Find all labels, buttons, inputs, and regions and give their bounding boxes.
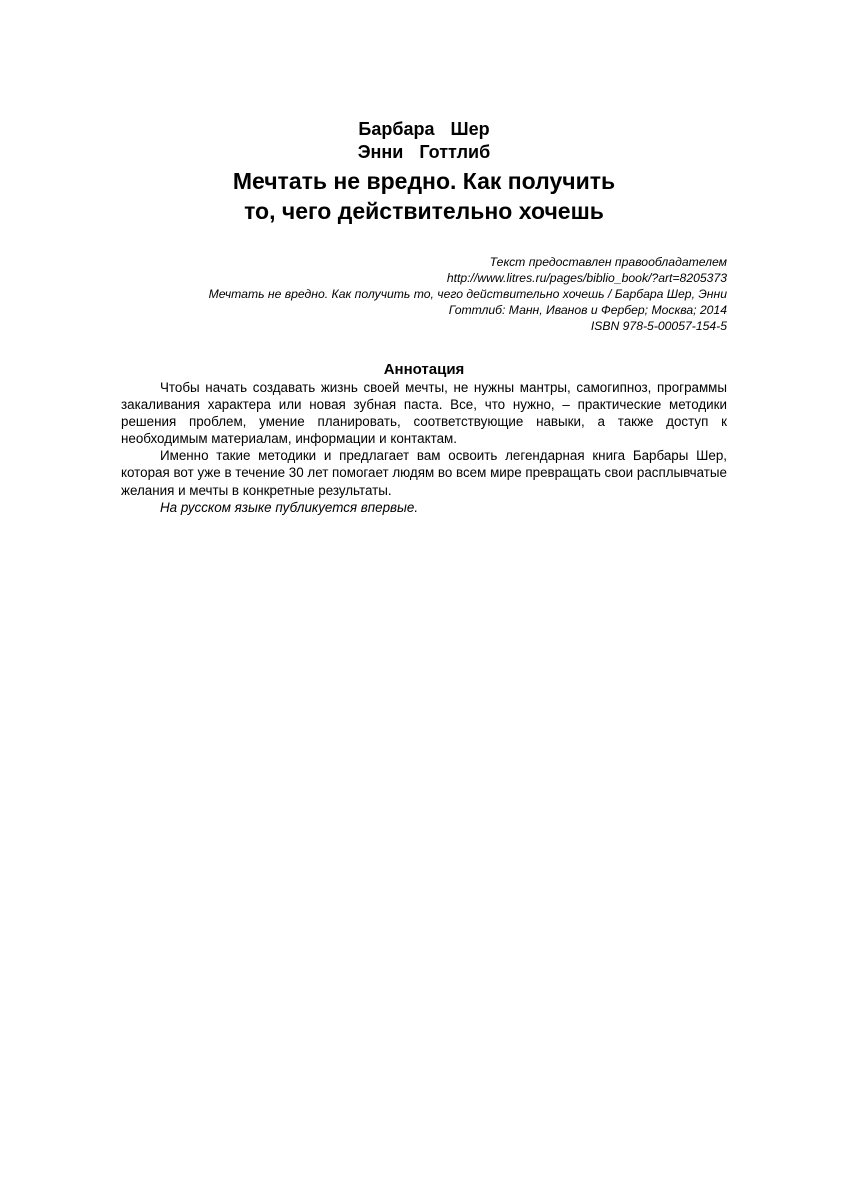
meta-rights-holder: Текст предоставлен правообладателем: [489, 255, 727, 269]
book-title-line-2: то, чего действительно хочешь: [244, 198, 604, 224]
meta-citation-line-1: Мечтать не вредно. Как получить то, чего действительно хочешь / Барбара Шер, Энни: [208, 287, 727, 301]
meta-source-url: http://www.litres.ru/pages/biblio_book/?art=8205373: [446, 271, 727, 285]
annotation-paragraph-2: Именно такие методики и предлагает вам освоить легендарная книга Барбары Шер, которая вот уже в течение 30 лет помогает людям во всем мире превращать свои расплывчатые желания и мечты в конкретные результаты.: [121, 448, 727, 498]
book-title: [121, 166, 727, 226]
annotation-heading: Аннотация: [383, 361, 465, 378]
publication-meta: [121, 254, 727, 334]
document-page: [121, 118, 727, 516]
annotation-body: [121, 379, 727, 516]
book-title-line-1: Мечтать не вредно. Как получить: [232, 168, 616, 194]
author-1: Барбара Шер: [358, 119, 490, 139]
annotation-paragraph-3: На русском языке публикуется впервые.: [160, 499, 419, 515]
annotation-paragraph-1: Чтобы начать создавать жизнь своей мечты, не нужны мантры, самогипноз, программы закаливания характера или новая зубная паста. Все, что нужно, – практические методики решения проблем, умение планировать, соответствующие навыки, а также доступ к необходимым материалам, информации и контактам.: [121, 380, 727, 447]
meta-isbn: ISBN 978-5-00057-154-5: [590, 319, 727, 333]
meta-citation-line-2: Готтлиб: Манн, Иванов и Фербер; Москва; 2014: [448, 303, 727, 317]
authors-block: [121, 118, 727, 164]
author-2: Энни Готтлиб: [357, 142, 491, 162]
